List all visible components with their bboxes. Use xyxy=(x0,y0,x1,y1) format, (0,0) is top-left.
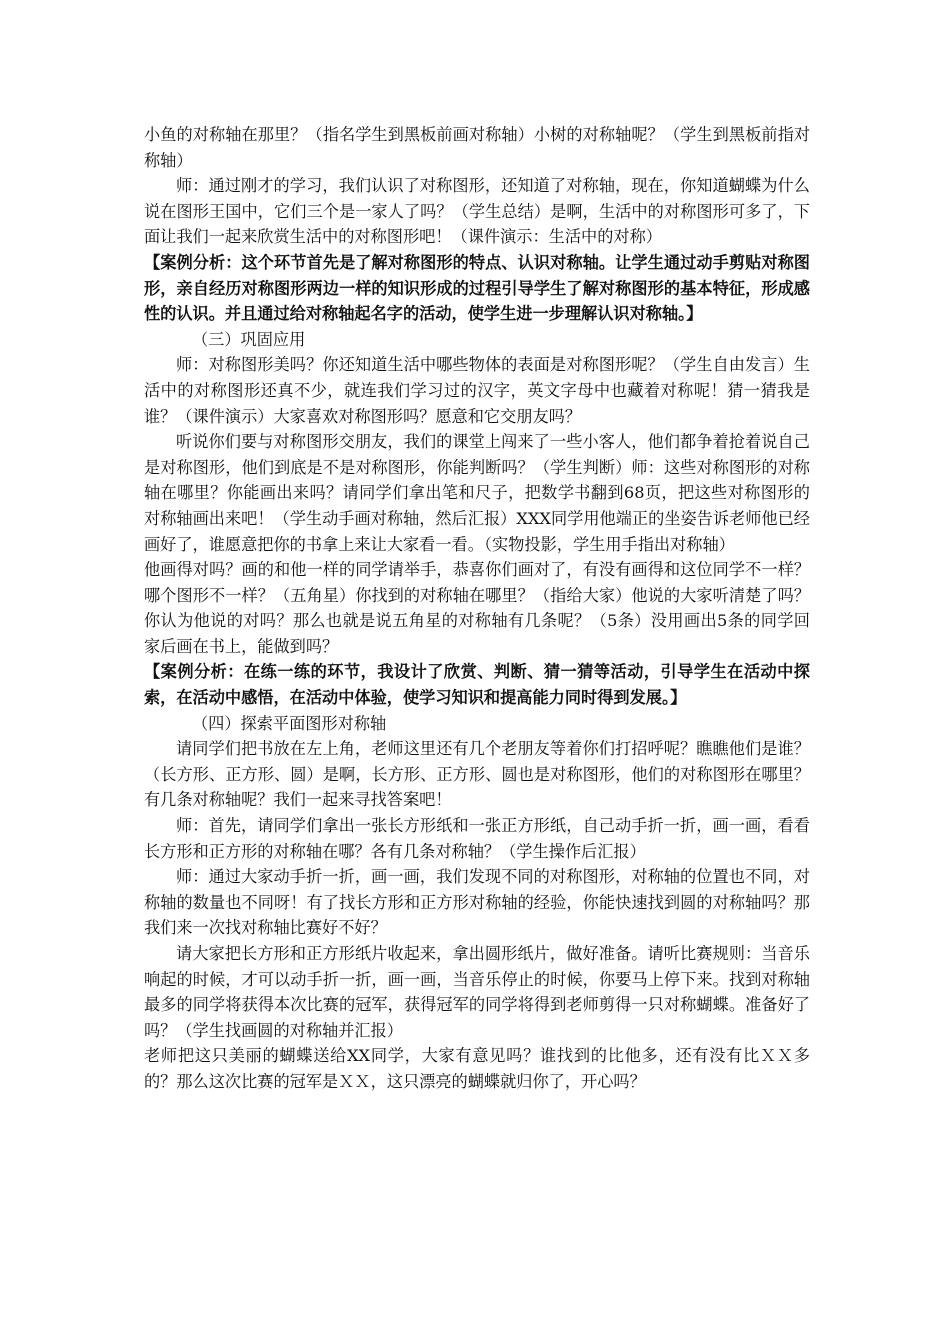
case-analysis-paragraph: 【案例分析：在练一练的环节，我设计了欣赏、判断、猜一猜等活动，引导学生在活动中探索，在活动中感悟，在活动中体验，使学习知识和提高能力同时得到发展。】 xyxy=(144,662,810,708)
section-heading: （三）巩固应用 xyxy=(192,329,306,349)
paragraph: 师：对称图形美吗？你还知道生活中哪些物体的表面是对称图形呢？（学生自由发言）生活中的对称图形还真不少，就连我们学习过的汉字，英文字母中也藏着对称呢！猜一猜我是谁？（课件演示）大家喜欢对称图形吗？愿意和它交朋友吗？ xyxy=(144,355,810,426)
paragraph: 听说你们要与对称图形交朋友，我们的课堂上闯来了一些小客人，他们都争着抢着说自己是对称图形，他们到底是不是对称图形，你能判断吗？（学生判断）师：这些对称图形的对称轴在哪里？你能画出来吗？请同学们拿出笔和尺子，把数学书翻到68页，把这些对称图形的对称轴画出来吧！（学生动手画对称轴，然后汇报）XXX同学用他端正的坐姿告诉老师他已经画好了，谁愿意把你的书拿上来让大家看一看。（实物投影，学生用手指出对称轴） xyxy=(144,432,810,554)
paragraph: 他画得对吗？画的和他一样的同学请举手，恭喜你们画对了，有没有画得和这位同学不一样？哪个图形不一样？（五角星）你找到的对称轴在哪里？（指给大家）他说的大家听清楚了吗？你认为他说的对吗？那么也就是说五角星的对称轴有几条呢？（5条）没用画出5条的同学回家后画在书上，能做到吗？ xyxy=(144,560,810,656)
paragraph: 老师把这只美丽的蝴蝶送给XX同学，大家有意见吗？谁找到的比他多，还有没有比ＸＸ多的？那么这次比赛的冠军是ＸＸ，这只漂亮的蝴蝶就归你了，开心吗？ xyxy=(144,1046,810,1091)
paragraph: 师：通过大家动手折一折，画一画，我们发现不同的对称图形，对称轴的位置也不同，对称轴的数量也不同呀！有了找长方形和正方形对称轴的经验，你能快速找到圆的对称轴吗？那我们来一次找对称轴比赛好不好？ xyxy=(144,867,810,938)
paragraph: 师：首先，请同学们拿出一张长方形纸和一张正方形纸，自己动手折一折，画一画，看看长方形和正方形的对称轴在哪？各有几条对称轴？（学生操作后汇报） xyxy=(144,816,810,861)
document-body xyxy=(144,122,810,1095)
section-heading: （四）探索平面图形对称轴 xyxy=(192,713,387,733)
paragraph: 请同学们把书放在左上角，老师这里还有几个老朋友等着你们打招呼呢？瞧瞧他们是谁？（长方形、正方形、圆）是啊，长方形、正方形、圆也是对称图形，他们的对称图形在哪里？有几条对称轴呢？我们一起来寻找答案吧！ xyxy=(144,739,810,810)
paragraph: 请大家把长方形和正方形纸片收起来，拿出圆形纸片，做好准备。请听比赛规则：当音乐响起的时候，才可以动手折一折，画一画，当音乐停止的时候，你要马上停下来。找到对称轴最多的同学将获得本次比赛的冠军，获得冠军的同学将得到老师剪得一只对称蝴蝶。准备好了吗？（学生找画圆的对称轴并汇报） xyxy=(144,944,810,1040)
case-analysis-paragraph: 【案例分析：这个环节首先是了解对称图形的特点、认识对称轴。让学生通过动手剪贴对称图形，亲自经历对称图形两边一样的知识形成的过程引导学生了解对称图形的基本特征，形成感性的认识。并且通过给对称轴起名字的活动，使学生进一步理解认识对称轴。】 xyxy=(144,252,810,324)
paragraph: 师：通过刚才的学习，我们认识了对称图形，还知道了对称轴，现在，你知道蝴蝶为什么说在图形王国中，它们三个是一家人了吗？（学生总结）是啊，生活中的对称图形可多了，下面让我们一起来欣赏生活中的对称图形吧！（课件演示：生活中的对称） xyxy=(144,176,810,247)
paragraph: 小鱼的对称轴在那里？（指名学生到黑板前画对称轴）小树的对称轴呢？（学生到黑板前指对称轴） xyxy=(144,125,810,170)
